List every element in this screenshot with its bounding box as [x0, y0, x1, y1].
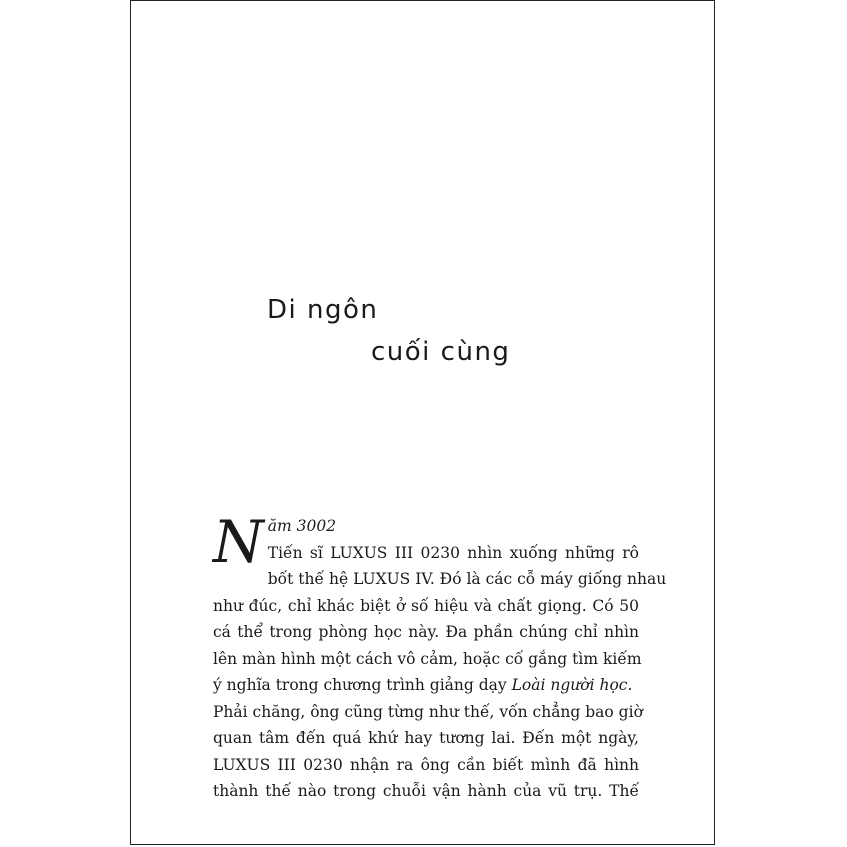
body-line-5: lên màn hình một cách vô cảm, hoặc cố gắng tìm kiếm: [213, 649, 642, 668]
body-line-6-end: .: [627, 676, 633, 694]
year-heading: [213, 513, 639, 540]
body-line-6-text: ý nghĩa trong chương trình giảng dạy: [213, 676, 512, 694]
chapter-body: [213, 508, 667, 805]
body-line-1: Tiến sĩ LUXUS III 0230 nhìn xuống những rô: [267, 543, 639, 562]
body-line-2: bốt thế hệ LUXUS IV. Đó là các cỗ máy giống nhau: [267, 570, 667, 588]
chapter-title-line-1: Di ngôn: [267, 295, 379, 325]
body-line-9: LUXUS III 0230 nhận ra ông cần biết mình đã hình: [213, 755, 639, 774]
book-title-italic: Loài người học: [511, 676, 628, 694]
body-line-7: Phải chăng, ông cũng từng như thế, vốn chẳng bao giờ: [213, 702, 643, 721]
body-line-8: quan tâm đến quá khứ hay tương lai. Đến một ngày,: [213, 729, 639, 747]
chapter-title-line-2: cuối cùng: [371, 337, 511, 367]
body-line-6: [213, 672, 639, 699]
drop-cap: N: [213, 508, 264, 576]
body-line-10: thành thế nào trong chuỗi vận hành của vũ trụ. Thế: [213, 782, 639, 800]
book-page: [130, 0, 715, 845]
body-line-3: như đúc, chỉ khác biệt ở số hiệu và chất giọng. Có 50: [213, 596, 639, 615]
body-line-4: cá thể trong phòng học này. Đa phần chúng chỉ nhìn: [213, 623, 639, 641]
year-text: ăm 3002: [267, 517, 337, 535]
